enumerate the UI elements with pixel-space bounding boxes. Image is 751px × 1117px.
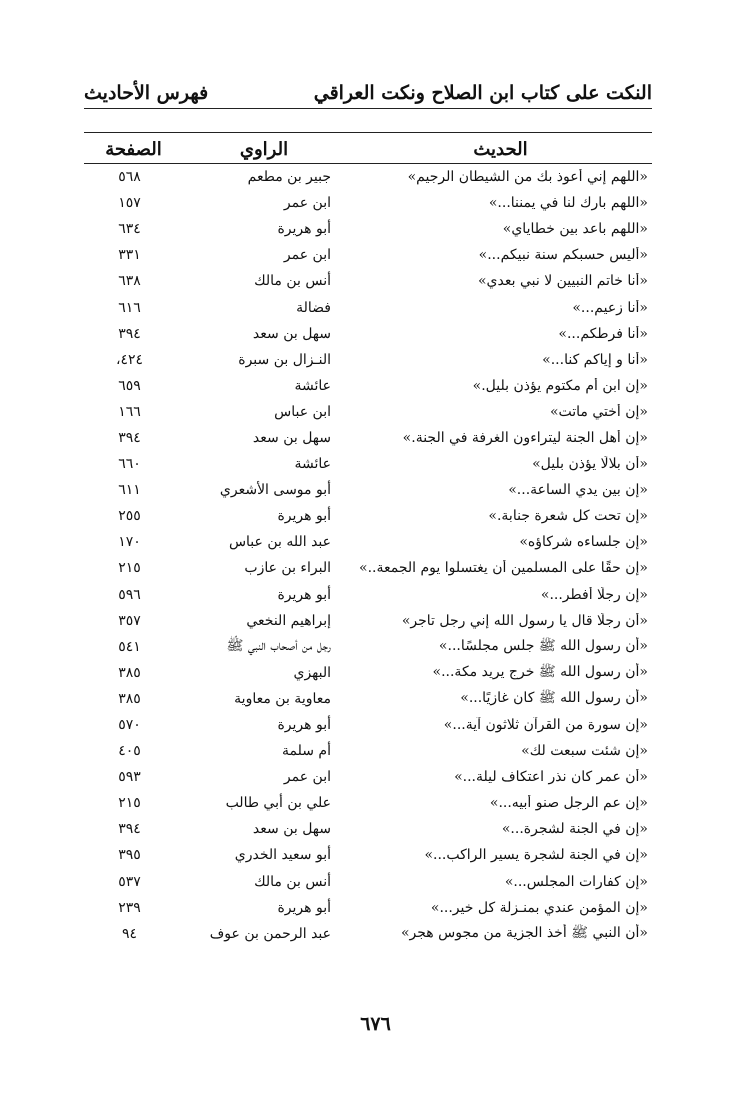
page-number: ٦٧٦ (360, 1013, 391, 1035)
hadith-text: «أنا خاتم النبيين لا نبي بعدي» (477, 273, 648, 290)
table-row (84, 451, 652, 477)
hadith-text: «أنا زعيم...» (572, 299, 648, 316)
hadith-text: «إن سورة من القرآن ثلاثون آية...» (443, 717, 648, 734)
hadith-text: «إن جلساءه شركاؤه» (519, 534, 648, 551)
narrator-cell (175, 456, 345, 472)
page-ref: ٣٣١ (118, 247, 141, 264)
column-header-hadith: الحديث (473, 139, 528, 160)
hadith-text: «أن رسول الله ﷺ جلس مجلسًا...» (438, 637, 648, 654)
narrator-cell (175, 326, 345, 342)
hadith-text: «أليس حسبكم سنة نبيكم...» (478, 247, 648, 264)
narrator-name: أبو هريرة (277, 586, 331, 603)
table-row (84, 425, 652, 451)
table-row (84, 582, 652, 608)
narrator-name: ابن عباس (274, 403, 331, 420)
hadith-text: «إن عم الرجل صنو أبيه...» (489, 795, 648, 812)
page-ref: ٥٩٣ (118, 769, 141, 786)
hadith-text: «أنا و إياكم كنا...» (542, 351, 648, 368)
narrator-name: ابن عمر (283, 195, 331, 212)
page-ref: ٦٦٠ (118, 456, 141, 473)
narrator-name: أبو هريرة (277, 899, 331, 916)
section-title: فهرس الأحاديث (84, 82, 209, 104)
page-ref: ٥٤١ (118, 638, 141, 655)
narrator-name: ابن عمر (283, 247, 331, 264)
hadith-index-table (84, 132, 652, 947)
page-ref: ١٦٦ (118, 403, 141, 420)
narrator-cell (175, 717, 345, 733)
page-ref: ٥٣٧ (118, 873, 141, 890)
page-ref: ٢١٥ (118, 560, 141, 577)
table-row (84, 190, 652, 216)
page-ref: ١٥٧ (118, 195, 141, 212)
page-ref: ٢١٥ (118, 795, 141, 812)
narrator-cell (175, 874, 345, 890)
narrator-cell (175, 743, 345, 759)
narrator-name: فضالة (296, 299, 331, 316)
narrator-name: أبو هريرة (277, 508, 331, 525)
narrator-name: رجل من أصحاب النبي ﷺ (226, 637, 331, 654)
narrator-cell (175, 430, 345, 446)
narrator-cell (175, 508, 345, 524)
narrator-cell (175, 900, 345, 916)
hadith-text: «إن في الجنة لشجرة يسير الراكب...» (424, 847, 648, 864)
table-row (84, 842, 652, 868)
hadith-text: «اللهم إني أعوذ بك من الشيطان الرجيم» (407, 169, 648, 186)
page-ref: ٦٣٨ (118, 273, 141, 290)
narrator-cell (175, 795, 345, 811)
page-ref: ٣٥٧ (118, 612, 141, 629)
hadith-text: «أن رجلًا قال يا رسول الله إني رجل تاجر» (401, 612, 648, 629)
table-row (84, 738, 652, 764)
hadith-text: «إن رجلًا أفطر...» (540, 586, 648, 603)
narrator-name: أبو سعيد الخدري (234, 847, 331, 864)
hadith-text: «أن عمر كان نذر اعتكاف ليلة...» (454, 769, 648, 786)
page-ref: ٤٢٤، (115, 351, 144, 368)
narrator-name: النـزال بن سبرة (238, 351, 331, 368)
narrator-cell (175, 560, 345, 576)
hadith-text: «إن بين يدي الساعة...» (508, 482, 648, 499)
narrator-cell (175, 926, 345, 942)
narrator-cell (175, 378, 345, 394)
page-ref: ٣٨٥ (118, 664, 141, 681)
hadith-text: «إن حقًا على المسلمين أن يغتسلوا يوم الجمعة..» (359, 560, 648, 577)
hadith-text: «إن تحت كل شعرة جنابة.» (488, 508, 648, 525)
page-ref: ٢٥٥ (118, 508, 141, 525)
column-header-page: الصفحة (105, 139, 162, 160)
hadith-text: «إن كفارات المجلس...» (504, 873, 648, 890)
narrator-cell (175, 587, 345, 603)
table-row (84, 294, 652, 320)
hadith-text: «أن رسول الله ﷺ خرج يريد مكة...» (432, 663, 648, 680)
table-row (84, 921, 652, 947)
page-ref: ٥٩٦ (118, 586, 141, 603)
table-row (84, 373, 652, 399)
hadith-text: «أن النبي ﷺ أخذ الجزية من مجوس هجر» (400, 924, 648, 941)
page-ref: ٩٤ (121, 925, 138, 942)
table-row (84, 764, 652, 790)
narrator-cell (175, 821, 345, 837)
narrator-name: أنس بن مالك (254, 873, 331, 890)
narrator-name: البراء بن عازب (244, 560, 331, 577)
book-title: النكت على كتاب ابن الصلاح ونكت العراقي (313, 82, 652, 104)
hadith-text: «إن المؤمن عندي بمنـزلة كل خير...» (430, 899, 648, 916)
table-row (84, 242, 652, 268)
column-header-narrator: الراوي (239, 139, 289, 160)
narrator-cell (175, 665, 345, 681)
page-ref: ٦٣٤ (118, 221, 141, 238)
narrator-name: أنس بن مالك (254, 273, 331, 290)
table-row (84, 477, 652, 503)
hadith-text: «إن شئت سبعت لك» (521, 743, 648, 760)
table-row (84, 660, 652, 686)
narrator-cell (175, 221, 345, 237)
table-row (84, 895, 652, 921)
page-ref: ٦٥٩ (118, 377, 141, 394)
hadith-text: «أنا فرطكم...» (558, 325, 648, 342)
table-row (84, 555, 652, 581)
narrator-cell (175, 637, 345, 657)
narrator-name: معاوية بن معاوية (234, 690, 331, 707)
narrator-cell (175, 273, 345, 289)
narrator-name: علي بن أبي طالب (225, 795, 331, 812)
hadith-text: «أن رسول الله ﷺ كان غازيًا...» (460, 689, 648, 706)
page-ref: ٢٣٩ (118, 899, 141, 916)
narrator-name: ابن عمر (283, 769, 331, 786)
narrator-cell (175, 769, 345, 785)
narrator-name: أبو هريرة (277, 221, 331, 238)
narrator-name: عبد الرحمن بن عوف (209, 925, 331, 942)
narrator-name: البهزي (293, 664, 331, 681)
table-row (84, 634, 652, 660)
page-ref: ١٧٠ (118, 534, 141, 551)
page-ref: ٣٨٥ (118, 690, 141, 707)
narrator-name: أبو هريرة (277, 717, 331, 734)
table-row (84, 686, 652, 712)
narrator-name: عائشة (294, 456, 331, 473)
narrator-cell (175, 300, 345, 316)
narrator-name: إبراهيم النخعي (246, 612, 331, 629)
narrator-name: أبو موسى الأشعري (219, 482, 331, 499)
narrator-cell (175, 352, 345, 368)
page-ref: ٣٩٤ (118, 821, 141, 838)
page-ref: ٥٧٠ (118, 717, 141, 734)
table-row (84, 268, 652, 294)
narrator-cell (175, 195, 345, 211)
table-row (84, 712, 652, 738)
running-head (84, 74, 652, 109)
hadith-text: «أن بلالًا يؤذن بليل» (532, 456, 648, 473)
narrator-cell (175, 247, 345, 263)
hadith-text: «اللهم باعد بين خطاياي» (502, 221, 648, 238)
narrator-cell (175, 534, 345, 550)
narrator-name: سهل بن سعد (252, 325, 331, 342)
table-row (84, 216, 652, 242)
page-ref: ٤٠٥ (118, 743, 141, 760)
narrator-name: عبد الله بن عباس (228, 534, 331, 551)
narrator-name: سهل بن سعد (252, 821, 331, 838)
hadith-text: «اللهم بارك لنا في يمننا...» (488, 195, 648, 212)
table-row (84, 321, 652, 347)
page-ref: ٣٩٤ (118, 429, 141, 446)
table-header (84, 132, 652, 164)
table-row (84, 529, 652, 555)
narrator-name: عائشة (294, 377, 331, 394)
hadith-text: «إن أختي ماتت» (549, 403, 648, 420)
table-row (84, 399, 652, 425)
table-row (84, 608, 652, 634)
narrator-cell (175, 613, 345, 629)
table-row (84, 347, 652, 373)
page-ref: ٦١٦ (118, 299, 141, 316)
hadith-text: «إن أهل الجنة ليتراءون الغرفة في الجنة.» (402, 429, 648, 446)
page-ref: ٥٦٨ (118, 169, 141, 186)
narrator-cell (175, 169, 345, 185)
page-ref: ٦١١ (118, 482, 141, 499)
table-row (84, 869, 652, 895)
narrator-cell (175, 691, 345, 707)
narrator-name: أم سلمة (282, 743, 331, 760)
table-row (84, 164, 652, 190)
narrator-cell (175, 404, 345, 420)
table-body (84, 164, 652, 947)
table-row (84, 503, 652, 529)
hadith-text: «إن في الجنة لشجرة...» (501, 821, 648, 838)
page-ref: ٣٩٤ (118, 325, 141, 342)
table-row (84, 816, 652, 842)
narrator-cell (175, 847, 345, 863)
narrator-cell (175, 482, 345, 498)
page-ref: ٣٩٥ (118, 847, 141, 864)
table-row (84, 790, 652, 816)
narrator-name: سهل بن سعد (252, 429, 331, 446)
hadith-text: «إن ابن أم مكتوم يؤذن بليل.» (472, 377, 648, 394)
narrator-name: جبير بن مطعم (247, 169, 331, 186)
